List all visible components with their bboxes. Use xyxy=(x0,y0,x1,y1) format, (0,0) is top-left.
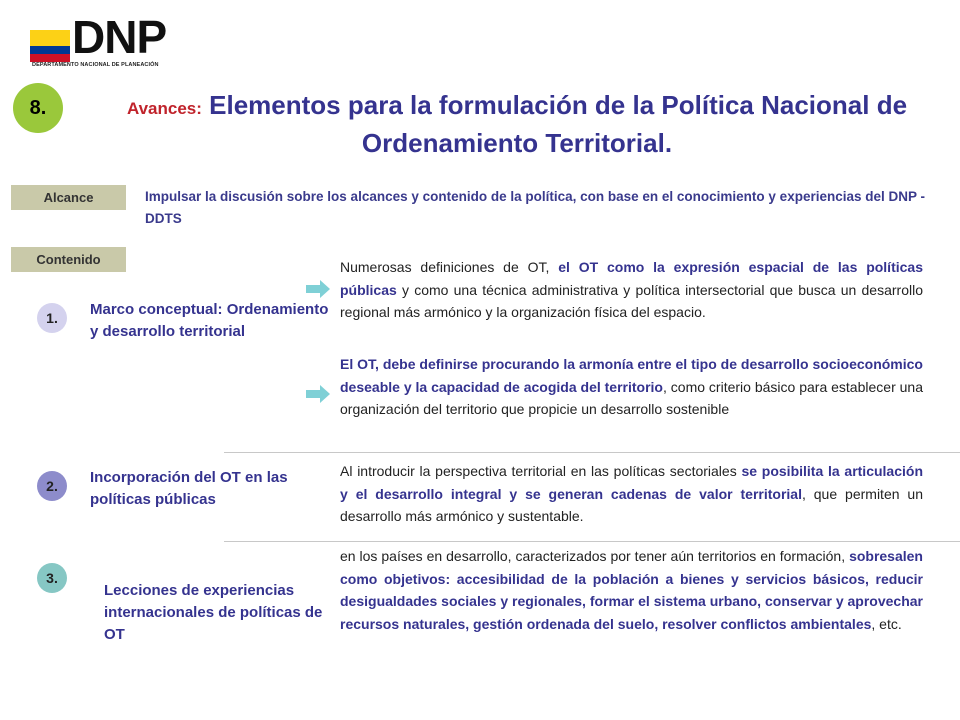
item-1-p2-text-b: , como criterio básico para establecer una organización del territorio que propicie un desarrollo sostenible xyxy=(340,378,923,417)
item-topic-3: Lecciones de experiencias internacionales de políticas de OT xyxy=(104,582,323,643)
arrow-right-icon xyxy=(306,385,330,403)
section-number-badge: 8. xyxy=(13,83,63,133)
item-2-paragraph xyxy=(340,460,923,528)
item-1-p1-text-b: el OT como la expresión espacial de las políticas públicas xyxy=(340,259,923,298)
divider xyxy=(224,541,960,542)
contenido-label: Contenido xyxy=(11,247,126,272)
alcance-text: Impulsar la discusión sobre los alcances y contenido de la política, con base en el conocimiento y experiencias del DNP - DDTS xyxy=(145,189,926,226)
item-2-text-a: Al introducir la perspectiva territorial en las políticas sectoriales xyxy=(340,463,742,479)
item-1-paragraph-1 xyxy=(340,256,923,324)
item-1-paragraph-2 xyxy=(340,353,923,421)
item-1-p2-text-a: El OT, debe definirse procurando la armonía entre el tipo de desarrollo socioeconómico deseable y la capacidad de acogida del territorio xyxy=(340,356,923,395)
logo-subtitle: DEPARTAMENTO NACIONAL DE PLANEACIÓN xyxy=(32,62,159,68)
item-1-p1-text-a: Numerosas definiciones de OT, xyxy=(340,259,559,275)
item-3-text-c: , etc. xyxy=(871,615,902,632)
item-number-1: 1. xyxy=(37,303,67,333)
item-3-text-a: en los países en desarrollo, caracterizados por tener aún territorios en formación, xyxy=(340,548,850,564)
item-number-3: 3. xyxy=(37,563,67,593)
colombia-flag-icon xyxy=(30,30,70,62)
dnp-logo xyxy=(0,0,200,75)
item-1-p1-text-c: y como una técnica administrativa y política intersectorial que busca un desarrollo regional más armónico y la organización física del espacio. xyxy=(340,281,923,320)
item-2-text-c: , que permiten un desarrollo más armónico y sustentable. xyxy=(340,485,923,524)
item-2-text-b: se posibilita la articulación y el desarrollo integral y se generan cadenas de valor territorial xyxy=(340,463,923,502)
divider xyxy=(224,452,960,453)
title-prefix: Avances: xyxy=(126,99,202,118)
alcance-label: Alcance xyxy=(11,185,126,210)
logo-text: DNP xyxy=(72,11,167,63)
title-main: Elementos para la formulación de la Política Nacional de Ordenamiento Territorial. xyxy=(209,90,908,158)
item-number-2: 2. xyxy=(37,471,67,501)
page-title xyxy=(92,88,942,160)
item-3-text-b: sobresalen como objetivos: accesibilidad de la población a bienes y servicios básicos, reducir desigualdades sociales y regionales, formar el sistema urbano, conservar y aprovechar recursos naturales, gestión ordenada del suelo, resolver conflictos ambientales xyxy=(340,548,923,632)
item-3-paragraph xyxy=(340,545,923,635)
item-topic-1: Marco conceptual: Ordenamiento y desarrollo territorial xyxy=(90,301,329,340)
item-topic-2: Incorporación del OT en las políticas públicas xyxy=(90,469,288,508)
arrow-right-icon xyxy=(306,280,330,298)
